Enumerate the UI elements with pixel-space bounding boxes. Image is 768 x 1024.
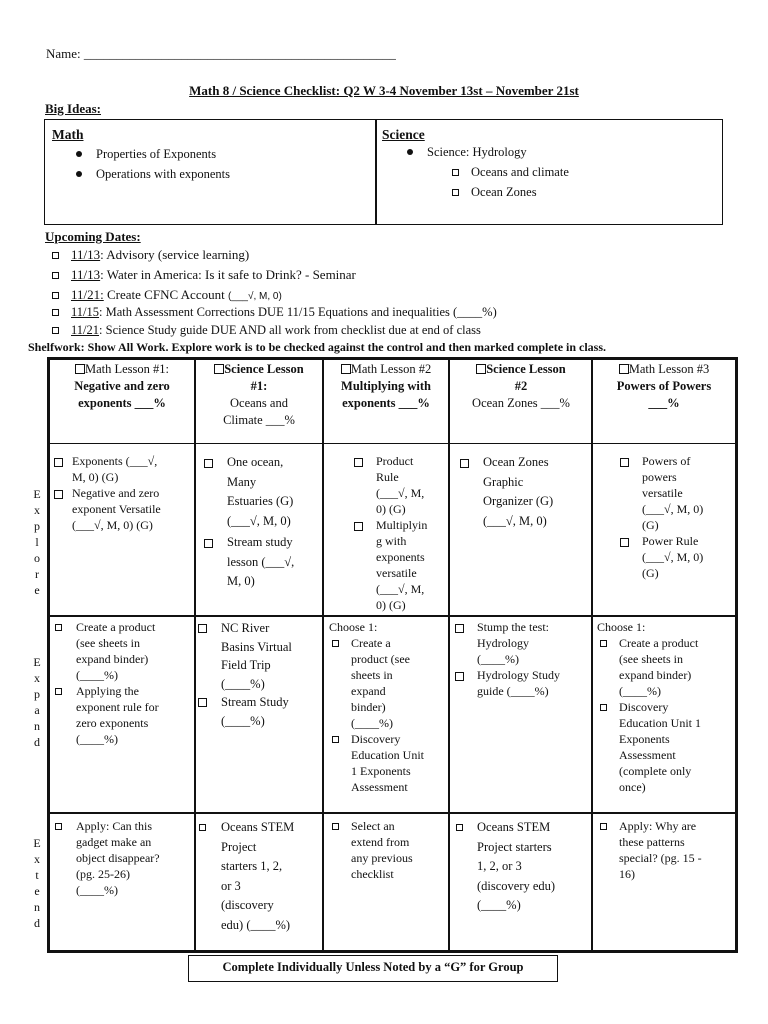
explore-math-3 [618, 453, 736, 581]
checkbox-icon[interactable] [455, 624, 464, 633]
shelfwork-note: Shelfwork: Show All Work. Explore work is to be checked against the control and then marked complete in class. [28, 340, 607, 354]
checkbox-icon[interactable] [460, 459, 469, 468]
checklist-item: One ocean, Many Estuaries (G) (___√, M, 0) [202, 453, 322, 531]
science-idea-item: Science: Hydrology [407, 145, 527, 160]
square-bullet-icon [52, 292, 59, 299]
checklist-item: Applying the exponent rule for zero exponents (____%) [52, 683, 198, 747]
checkbox-icon[interactable] [619, 364, 629, 374]
extend-science-1 [196, 818, 324, 935]
header-math-lesson-3: Math Lesson #3 Powers of Powers ___% [616, 362, 712, 410]
extend-science-2 [453, 818, 593, 916]
checklist-item: Oceans STEM Project starters 1, 2, or 3 (discovery edu) (____%) [453, 818, 593, 916]
choose-label: Choose 1: [597, 620, 646, 634]
checkbox-icon[interactable] [54, 458, 63, 467]
extend-math-2 [329, 818, 447, 882]
checklist-item: Discovery Education Unit 1 Exponents Assessment [329, 731, 447, 795]
checklist-item: Create a product (see sheets in expand binder) (____%) [52, 619, 198, 683]
expand-science-1 [196, 619, 324, 730]
science-heading: Science [382, 127, 425, 142]
explore-math-2 [352, 453, 448, 613]
explore-math-1 [52, 453, 198, 533]
checkbox-icon[interactable] [198, 624, 207, 633]
header-math-lesson-1: Math Lesson #1: Negative and zero exponents ___% [74, 362, 170, 410]
checkbox-icon[interactable] [476, 364, 486, 374]
checklist-item: Ocean Zones Graphic Organizer (G) (___√, M, 0) [458, 453, 594, 531]
checkbox-icon[interactable] [204, 459, 213, 468]
square-bullet-icon [52, 252, 59, 259]
upcoming-dates-heading: Upcoming Dates: [45, 229, 141, 244]
upcoming-date-item: 11/21: Science Study guide DUE AND all work from checklist due at end of class [52, 323, 481, 338]
choose-label: Choose 1: [329, 620, 378, 634]
checkbox-icon[interactable] [198, 698, 207, 707]
big-ideas-heading: Big Ideas: [45, 101, 101, 116]
row-label-explore: E x p l o r e [33, 487, 41, 597]
checkbox-icon[interactable] [332, 736, 339, 743]
upcoming-date-item: 11/13: Advisory (service learning) [52, 247, 249, 263]
checklist-item: Stream study lesson (___√, M, 0) [202, 533, 322, 592]
checklist-item: Select an extend from any previous checklist [329, 818, 447, 882]
checklist-item: Apply: Can this gadget make an object disappear? (pg. 25-26) (____%) [52, 818, 198, 898]
checklist-item: Negative and zero exponent Versatile (___√, M, 0) (G) [52, 485, 198, 533]
expand-science-2 [453, 619, 593, 699]
checkbox-icon[interactable] [332, 823, 339, 830]
checkbox-icon[interactable] [332, 640, 339, 647]
checkbox-icon[interactable] [456, 824, 463, 831]
square-bullet-icon [52, 272, 59, 279]
expand-math-3 [597, 619, 737, 795]
checkbox-icon[interactable] [455, 672, 464, 681]
upcoming-date-item: 11/15: Math Assessment Corrections DUE 11/15 Equations and inequalities (____%) [52, 305, 497, 320]
header-science-lesson-1: Science Lesson #1: Oceans and Climate ___% [197, 361, 321, 429]
science-subidea-item: Oceans and climate [452, 165, 569, 180]
bullet-icon [76, 151, 82, 157]
checkbox-icon[interactable] [600, 823, 607, 830]
checkbox-icon[interactable] [55, 823, 62, 830]
row-label-expand: E x p a n d [33, 655, 41, 749]
checkbox-icon[interactable] [54, 490, 63, 499]
upcoming-date-item: 11/21: Create CFNC Account (___√, M, 0) [52, 287, 282, 303]
square-bullet-icon [52, 309, 59, 316]
checkbox-icon[interactable] [354, 458, 363, 467]
expand-math-1 [52, 619, 198, 747]
checklist-item: Multiplyin g with exponents versatile (___√, M, 0) (G) [352, 517, 448, 613]
checklist-item: Product Rule (___√, M, 0) (G) [352, 453, 448, 517]
checklist-item: Stream Study (____%) [196, 693, 324, 730]
header-science-lesson-2: Science Lesson #2 Ocean Zones ___% [472, 362, 570, 410]
explore-science-1 [202, 453, 322, 592]
checklist-item: Stump the test: Hydrology (____%) [453, 619, 593, 667]
expand-math-2 [329, 619, 447, 795]
group-note: Complete Individually Unless Noted by a “G” for Group [188, 955, 558, 982]
extend-math-3 [597, 818, 737, 882]
checklist-item: NC River Basins Virtual Field Trip (____%) [196, 619, 324, 693]
checkbox-icon[interactable] [204, 539, 213, 548]
math-idea-item: Operations with exponents [76, 167, 230, 182]
checkbox-icon[interactable] [620, 458, 629, 467]
big-ideas-divider [375, 119, 377, 225]
math-idea-item: Properties of Exponents [76, 147, 216, 162]
explore-science-2 [458, 453, 594, 531]
checklist-item: Create a product (see sheets in expand binder) (____%) [329, 635, 447, 731]
checkbox-icon[interactable] [354, 522, 363, 531]
bullet-icon [407, 149, 413, 155]
math-heading: Math [52, 127, 84, 142]
checklist-item: Power Rule (___√, M, 0) (G) [618, 533, 736, 581]
checkbox-icon[interactable] [55, 688, 62, 695]
checkbox-icon[interactable] [199, 824, 206, 831]
checklist-item: Powers of powers versatile (___√, M, 0) (G) [618, 453, 736, 533]
header-math-lesson-2: Math Lesson #2 Multiplying with exponents ___% [341, 362, 432, 410]
checklist-item: Hydrology Study guide (____%) [453, 667, 593, 699]
name-field[interactable]: Name: ________________________________________________ [46, 46, 396, 61]
checklist-item: Apply: Why are these patterns special? (pg. 15 - 16) [597, 818, 737, 882]
upcoming-date-item: 11/13: Water in America: Is it safe to Drink? - Seminar [52, 267, 356, 283]
square-bullet-icon [452, 169, 459, 176]
bullet-icon [76, 171, 82, 177]
square-bullet-icon [52, 327, 59, 334]
checkbox-icon[interactable] [341, 364, 351, 374]
extend-math-1 [52, 818, 198, 898]
checkbox-icon[interactable] [214, 364, 224, 374]
checklist-item: Discovery Education Unit 1 Exponents Assessment (complete only once) [597, 699, 737, 795]
science-subidea-item: Ocean Zones [452, 185, 537, 200]
checklist-item: Create a product (see sheets in expand binder) (____%) [597, 635, 737, 699]
page-title: Math 8 / Science Checklist: Q2 W 3-4 November 13st – November 21st [189, 83, 579, 98]
checkbox-icon[interactable] [620, 538, 629, 547]
checkbox-icon[interactable] [75, 364, 85, 374]
checkbox-icon[interactable] [600, 640, 607, 647]
checklist-item: Oceans STEM Project starters 1, 2, or 3 (discovery edu) (____%) [196, 818, 324, 935]
checkbox-icon[interactable] [600, 704, 607, 711]
square-bullet-icon [452, 189, 459, 196]
checkbox-icon[interactable] [55, 624, 62, 631]
row-label-extend: E x t e n d [33, 836, 41, 930]
checklist-item: Exponents (___√, M, 0) (G) [52, 453, 198, 485]
